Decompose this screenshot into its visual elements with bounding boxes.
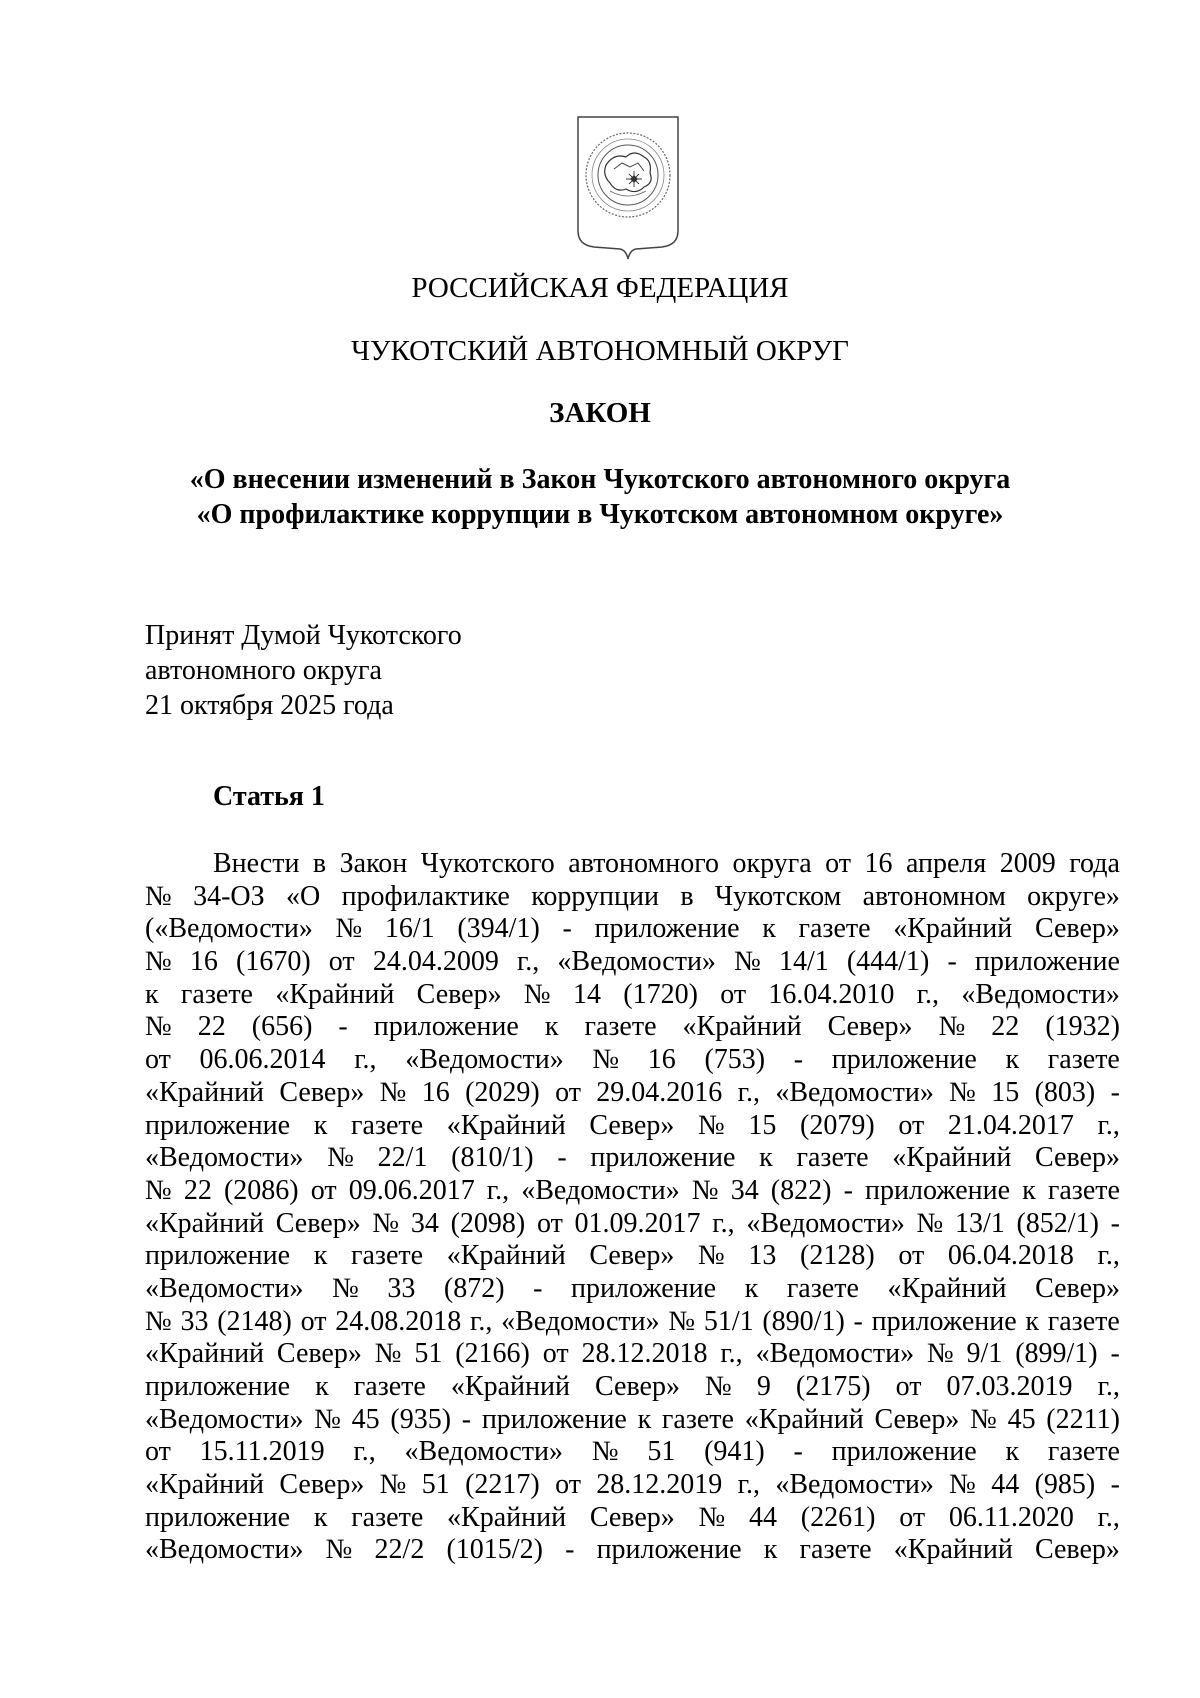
country-heading: РОССИЙСКАЯ ФЕДЕРАЦИЯ bbox=[411, 272, 789, 304]
article-1-line: № 22 (2086) от 09.06.2017 г., «Ведомости» № 34 (822) - приложение к газете bbox=[145, 1174, 1120, 1206]
article-1-line: № 34-ОЗ «О профилактике коррупции в Чукотском автономном округе» bbox=[145, 880, 1120, 912]
article-1-line: «Крайний Север» № 51 (2217) от 28.12.2019 г., «Ведомости» № 44 (985) - bbox=[145, 1469, 1120, 1501]
article-1-heading: Статья 1 bbox=[213, 781, 325, 812]
article-1-line: приложение к газете «Крайний Север» № 15 (2079) от 21.04.2017 г., bbox=[145, 1109, 1120, 1141]
article-1-line: «Ведомости» № 22/1 (810/1) - приложение к газете «Крайний Север» bbox=[145, 1142, 1120, 1174]
article-1-line: приложение к газете «Крайний Север» № 44 (2261) от 06.11.2020 г., bbox=[145, 1501, 1120, 1533]
document-type-heading: ЗАКОН bbox=[549, 397, 651, 429]
adoption-line-1: Принят Думой Чукотского bbox=[145, 620, 462, 651]
article-1-line: № 16 (1670) от 24.04.2009 г., «Ведомости» № 14/1 (444/1) - приложение bbox=[145, 946, 1120, 978]
article-1-line: к газете «Крайний Север» № 14 (1720) от 16.04.2010 г., «Ведомости» bbox=[145, 978, 1120, 1010]
coat-of-arms-emblem bbox=[574, 113, 682, 263]
law-title-line-1: «О внесении изменений в Закон Чукотского автономного округа bbox=[189, 464, 1011, 495]
region-heading: ЧУКОТСКИЙ АВТОНОМНЫЙ ОКРУГ bbox=[351, 335, 849, 367]
article-1-line: «Ведомости» № 45 (935) - приложение к газете «Крайний Север» № 45 (2211) bbox=[145, 1403, 1120, 1435]
article-1-body bbox=[145, 848, 1120, 1567]
article-1-line: приложение к газете «Крайний Север» № 9 (2175) от 07.03.2019 г., bbox=[145, 1371, 1120, 1402]
article-1-line: № 33 (2148) от 24.08.2018 г., «Ведомости» № 51/1 (890/1) - приложение к газете bbox=[145, 1305, 1120, 1337]
article-1-line: приложение к газете «Крайний Север» № 13 (2128) от 06.04.2018 г., bbox=[145, 1240, 1120, 1272]
article-1-line: «Крайний Север» № 34 (2098) от 01.09.2017 г., «Ведомости» № 13/1 (852/1) - bbox=[145, 1207, 1120, 1239]
article-1-line: «Крайний Север» № 51 (2166) от 28.12.2018 г., «Ведомости» № 9/1 (899/1) - bbox=[145, 1338, 1120, 1370]
article-1-line: № 22 (656) - приложение к газете «Крайний Север» № 22 (1932) bbox=[145, 1011, 1120, 1043]
article-1-line: от 15.11.2019 г., «Ведомости» № 51 (941) - приложение к газете bbox=[145, 1436, 1120, 1468]
law-title-line-2: «О профилактике коррупции в Чукотском автономном округе» bbox=[196, 499, 1004, 530]
article-1-line: «Ведомости» № 33 (872) - приложение к газете «Крайний Север» bbox=[145, 1272, 1120, 1304]
article-1-line: «Ведомости» № 22/2 (1015/2) - приложение к газете «Крайний Север» bbox=[145, 1534, 1120, 1566]
adoption-line-2: автономного округа bbox=[145, 655, 382, 686]
article-1-line: Внести в Закон Чукотского автономного округа от 16 апреля 2009 года bbox=[213, 848, 1120, 879]
article-1-line: «Крайний Север» № 16 (2029) от 29.04.2016 г., «Ведомости» № 15 (803) - bbox=[145, 1076, 1120, 1108]
adoption-note bbox=[145, 618, 462, 723]
article-1-line: («Ведомости» № 16/1 (394/1) - приложение к газете «Крайний Север» bbox=[145, 913, 1120, 945]
article-1-line: от 06.06.2014 г., «Ведомости» № 16 (753) - приложение к газете bbox=[145, 1044, 1120, 1076]
adoption-date: 21 октября 2025 года bbox=[145, 690, 394, 721]
